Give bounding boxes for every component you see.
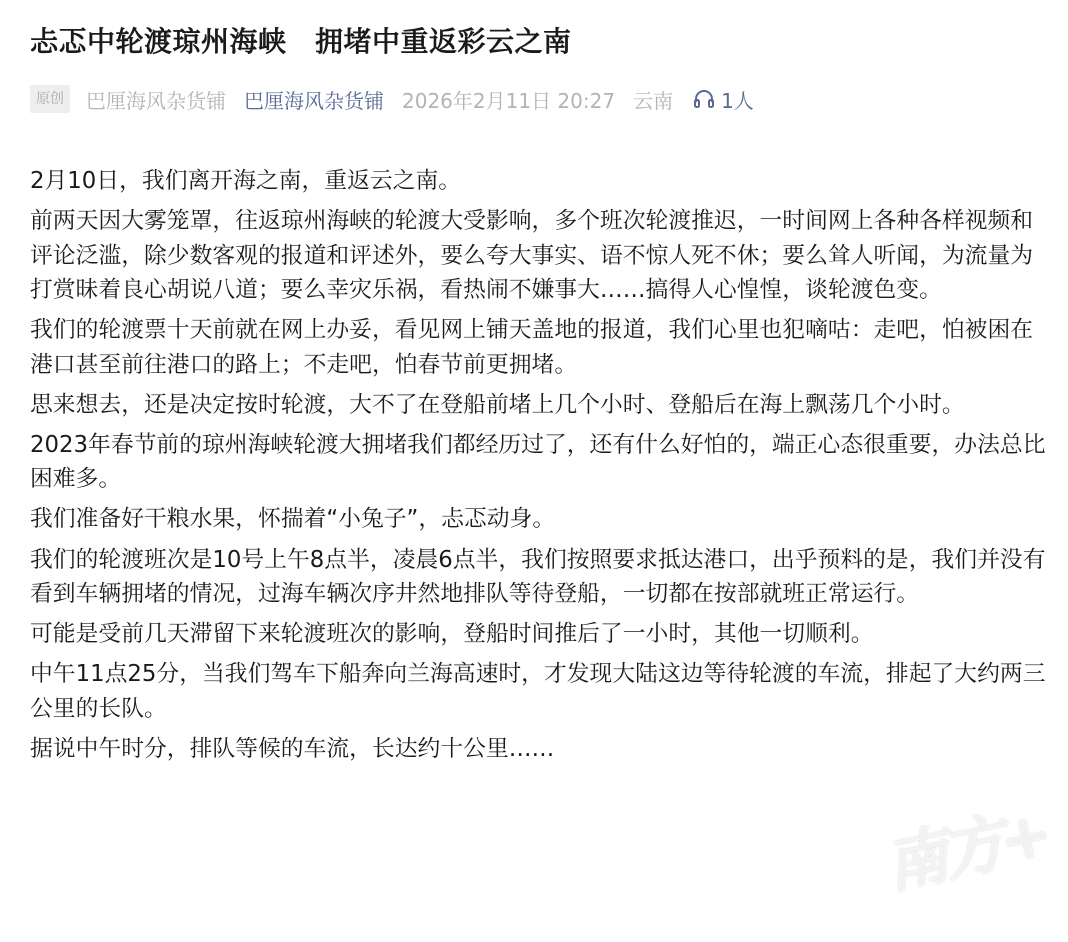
paragraph: 前两天因大雾笼罩，往返琼州海峡的轮渡大受影响，多个班次轮渡推迟，一时间网上各种各样视频和评论泛滥，除少数客观的报道和评述外，要么夸大事实、语不惊人死不休；要么耸人听闻，为流量为打赏昧着良心胡说八道；要么幸灾乐祸，看热闹不嫌事大……搞得人心惶惶，谈轮渡色变。 — [30, 208, 1034, 304]
publish-date: 2026年2月11日 20:27 — [402, 88, 616, 113]
paragraph: 可能是受前几天滞留下来轮渡班次的影响，登船时间推后了一小时，其他一切顺利。 — [30, 621, 874, 648]
publish-location: 云南 — [633, 88, 674, 113]
paragraph: 我们的轮渡票十天前就在网上办妥，看见网上铺天盖地的报道，我们心里也犯嘀咕：走吧，怕被困在港口甚至前往港口的路上；不走吧，怕春节前更拥堵。 — [30, 317, 1034, 378]
article-title: 忐忑中轮渡琼州海峡 拥堵中重返彩云之南 — [30, 25, 572, 58]
article-body — [30, 164, 1046, 772]
paragraph: 2023年春节前的琼州海峡轮渡大拥堵我们都经历过了，还有什么好怕的，端正心态很重要，办法总比困难多。 — [30, 431, 1046, 493]
paragraph: 2月10日，我们离开海之南，重返云之南。 — [30, 168, 462, 194]
watermark-logo: 南方+ — [879, 796, 1055, 903]
paragraph: 我们的轮渡班次是10号上午8点半，凌晨6点半，我们按照要求抵达港口，出乎预料的是，我们并没有看到车辆拥堵的情况，过海车辆次序井然地排队等待登船，一切都在按部就班正常运行。 — [30, 546, 1046, 608]
original-badge: 原创 — [30, 85, 70, 113]
account-link[interactable]: 巴厘海风杂货铺 — [244, 88, 384, 113]
paragraph: 思来想去，还是决定按时轮渡，大不了在登船前堵上几个小时、登船后在海上飘荡几个小时。 — [30, 391, 965, 418]
paragraph: 中午11点25分，当我们驾车下船奔向兰海高速时，才发现大陆这边等待轮渡的车流，排起了大约两三公里的长队。 — [30, 661, 1046, 722]
author-name: 巴厘海风杂货铺 — [86, 88, 226, 113]
paragraph: 我们准备好干粮水果，怀揣着“小兔子”，忐忑动身。 — [30, 506, 556, 533]
paragraph: 据说中午时分，排队等候的车流，长达约十公里…… — [30, 735, 555, 762]
listen-button[interactable] — [693, 85, 754, 114]
listen-count: 1人 — [721, 88, 754, 113]
article-meta — [30, 84, 754, 114]
headphones-icon — [693, 89, 715, 109]
